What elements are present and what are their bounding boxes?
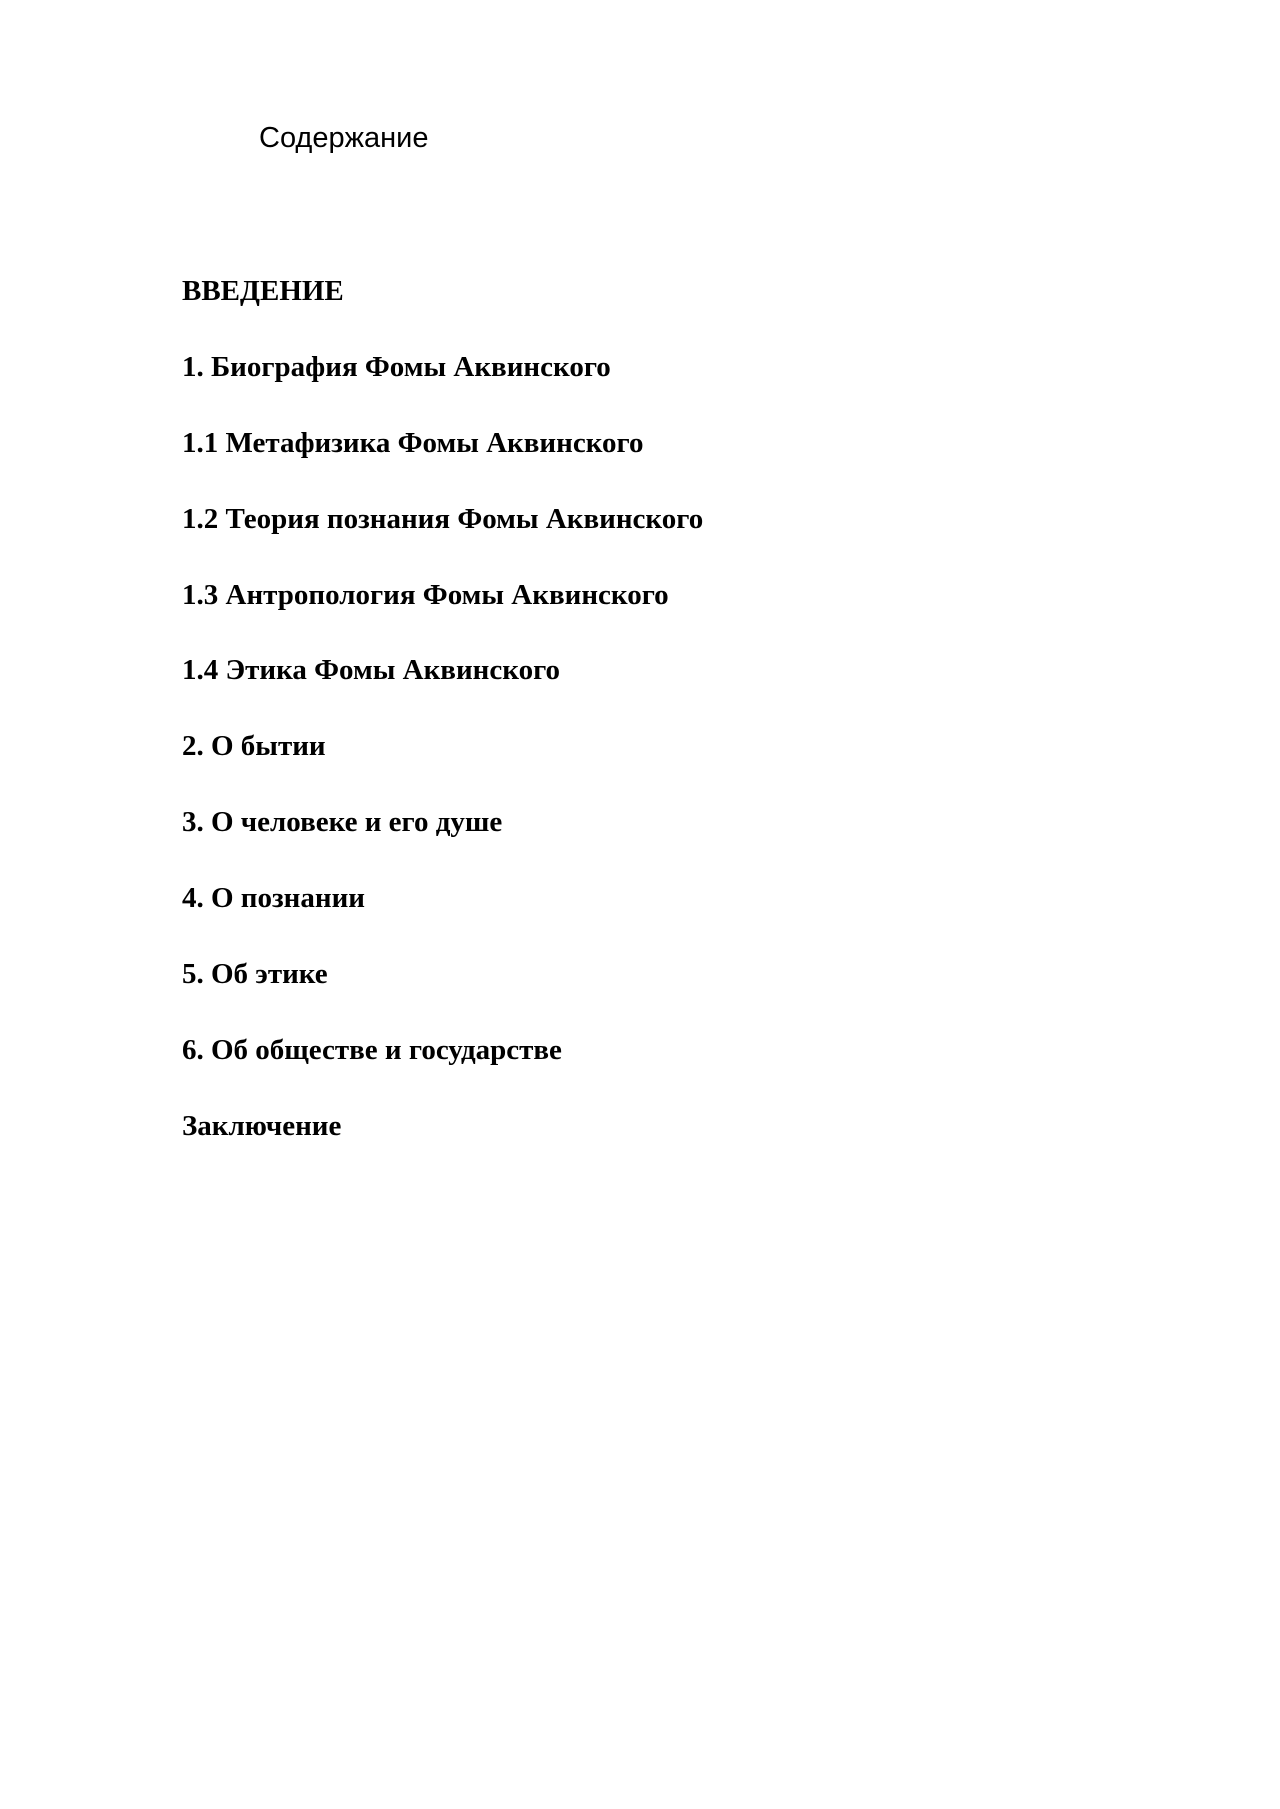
toc-item-biography: 1. Биография Фомы Аквинского [182,350,611,383]
toc-item-being: 2. О бытии [182,730,326,763]
toc-item-metaphysics: 1.1 Метафизика Фомы Аквинского [182,426,644,459]
table-of-contents [182,271,703,1146]
toc-item-theory-of-knowledge: 1.2 Теория познания Фомы Аквинского [182,502,704,535]
toc-item-introduction: ВВЕДЕНИЕ [182,275,344,307]
toc-item-human-soul: 3. О человеке и его душе [182,806,503,839]
toc-item-ethics: 5. Об этике [182,958,328,991]
toc-heading: Содержание [259,122,429,154]
toc-item-conclusion: Заключение [182,1109,342,1142]
toc-item-anthropology: 1.3 Антропология Фомы Аквинского [182,578,669,611]
toc-item-cognition: 4. О познании [182,882,366,915]
toc-item-society-state: 6. Об обществе и государстве [182,1033,562,1066]
toc-item-ethics-aquinas: 1.4 Этика Фомы Аквинского [182,654,561,687]
